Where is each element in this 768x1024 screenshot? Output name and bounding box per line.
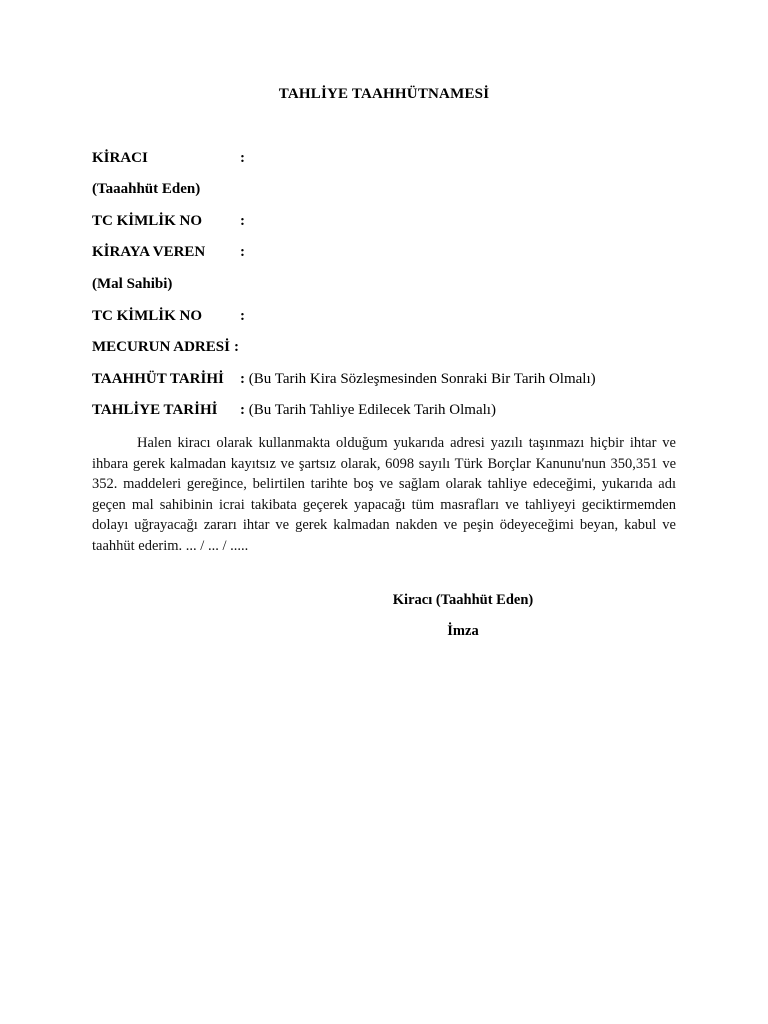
field-landlord-id xyxy=(92,307,245,325)
field-value: (Bu Tarih Tahliye Edilecek Tarih Olmalı) xyxy=(248,402,496,418)
field-eviction-date xyxy=(92,401,496,419)
field-label: (Taaahhüt Eden) xyxy=(92,181,201,197)
field-colon: : xyxy=(240,244,245,260)
field-tenant xyxy=(92,149,245,167)
field-colon: : xyxy=(233,339,239,355)
field-colon: : xyxy=(240,308,245,324)
document-title: TAHLİYE TAAHHÜTNAMESİ xyxy=(278,86,490,102)
field-label: (Mal Sahibi) xyxy=(92,276,173,292)
field-label: MECURUN ADRESİ xyxy=(92,339,230,355)
field-colon: : xyxy=(240,213,245,229)
field-label: KİRACI xyxy=(92,150,148,166)
signature-label: İmza xyxy=(447,623,479,639)
field-tenant-id xyxy=(92,212,245,230)
field-label: TAHLİYE TARİHİ xyxy=(92,402,218,418)
field-landlord-note xyxy=(92,275,240,293)
field-label: TAAHHÜT TARİHİ xyxy=(92,371,224,387)
commitment-paragraph: Halen kiracı olarak kullanmakta olduğum yukarıda adresi yazılı taşınmazı hiçbir ihtar ve ihbara gerek kalmadan kayıtsız ve şartsız olarak, 6098 sayılı Türk Borçlar Kanunu'nun 350,351 ve 352. maddeleri gereğince, belirtilen tarihte boş ve sağlam olarak tahliye edeceğimi, yukarıda adı geçen mal sahibinin icrai takibata geçerek yapacağı tüm masrafları ve tahliyeyi geciktirmemden dolayı uğrayacağı zararı ihtar ve gerek kalmadan nakden ve peşin ödeyeceğimi beyan, kabul ve taahhüt ederim. ... / ... / ..... xyxy=(92,435,676,554)
field-colon: : xyxy=(240,371,245,387)
field-colon: : xyxy=(240,150,245,166)
field-label: KİRAYA VEREN xyxy=(92,244,206,260)
signature-party: Kiracı (Taahhüt Eden) xyxy=(392,592,534,608)
field-tenant-note xyxy=(92,180,240,198)
field-property-address xyxy=(92,338,239,356)
field-label: TC KİMLİK NO xyxy=(92,308,203,324)
field-colon: : xyxy=(240,402,245,418)
field-value: (Bu Tarih Kira Sözleşmesinden Sonraki Bir Tarih Olmalı) xyxy=(248,371,596,387)
field-label: TC KİMLİK NO xyxy=(92,213,203,229)
field-commitment-date xyxy=(92,370,596,388)
field-landlord xyxy=(92,243,245,261)
